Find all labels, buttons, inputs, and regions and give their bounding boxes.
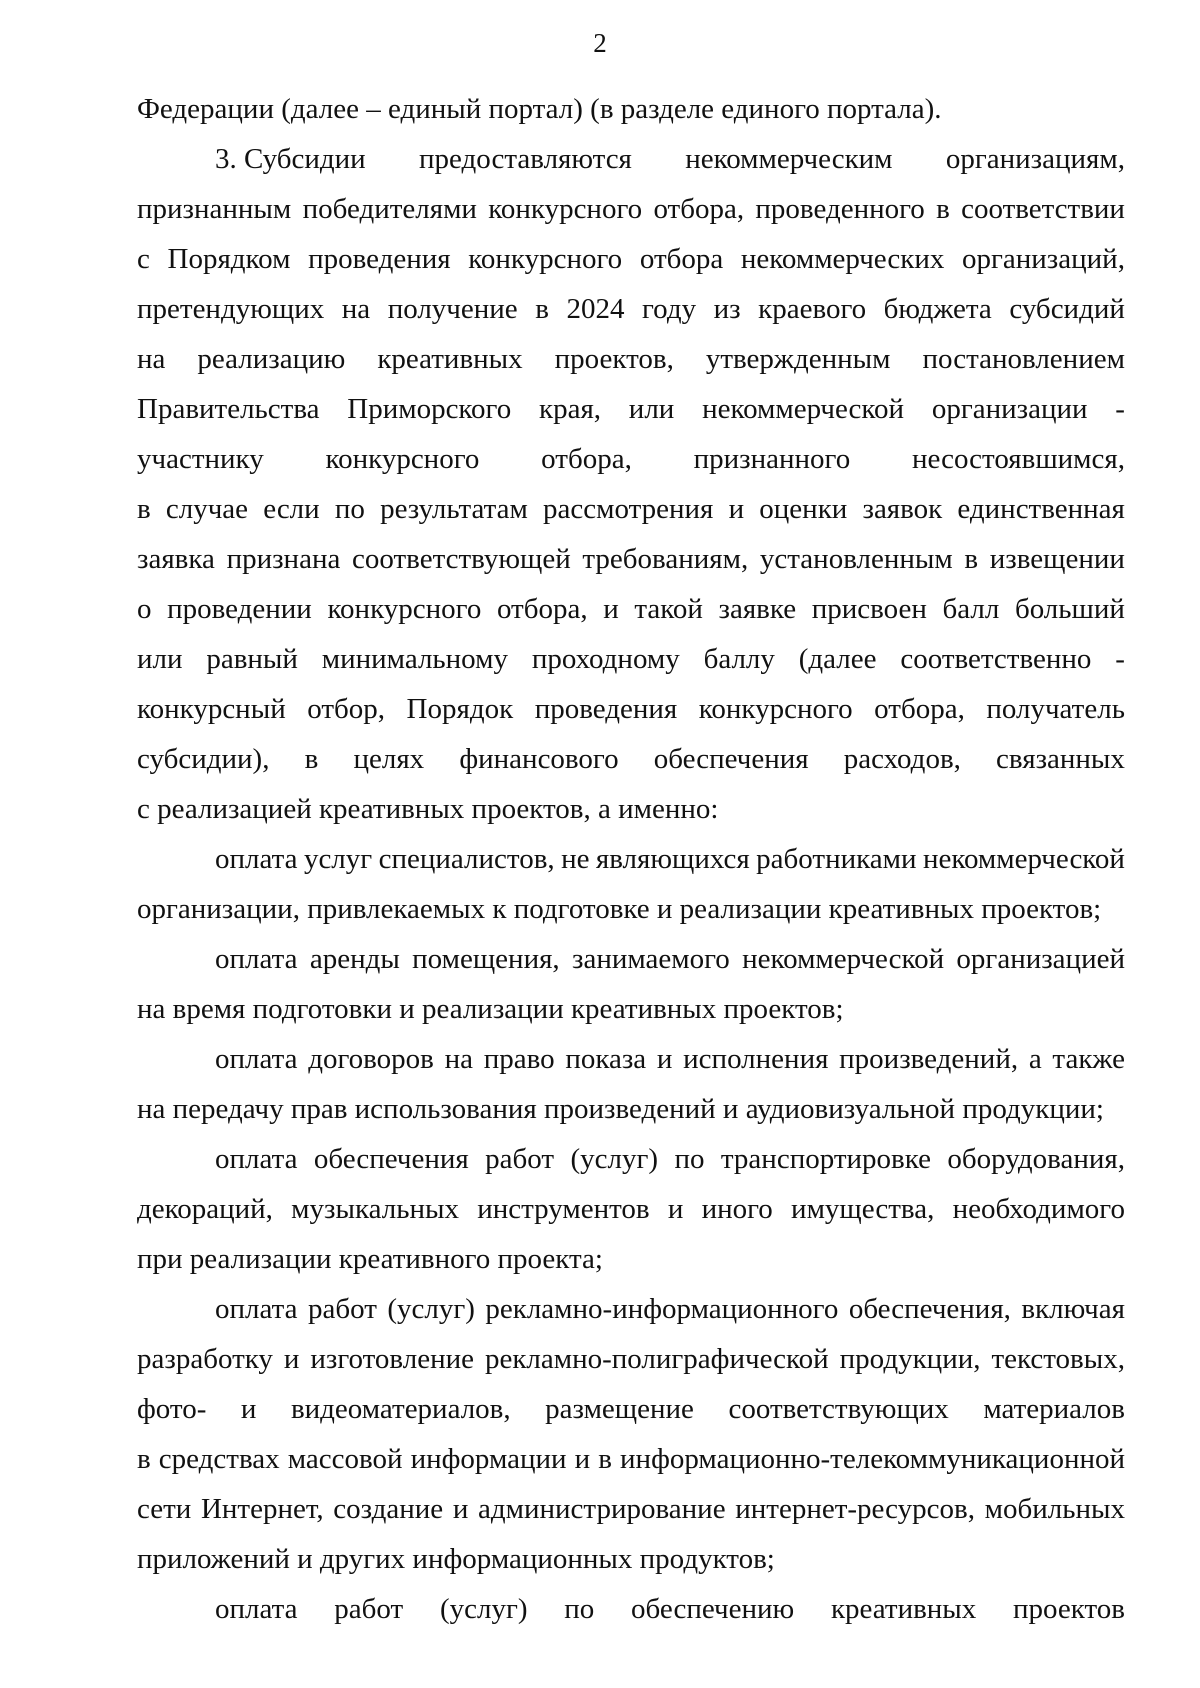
word: Порядок: [406, 693, 514, 725]
word: продукции,: [839, 1343, 981, 1375]
word: (услуг): [570, 1143, 659, 1175]
word: необходимого: [952, 1193, 1125, 1225]
word: проектов,: [554, 343, 674, 375]
word: и: [574, 1443, 591, 1475]
word: по: [564, 1593, 595, 1625]
text-line: [137, 484, 1125, 534]
word: Интернет,: [200, 1493, 324, 1525]
word: произведений,: [839, 1043, 1019, 1075]
word: постановлением: [922, 343, 1125, 375]
word: случае: [165, 493, 249, 525]
word: (услуг): [439, 1593, 528, 1625]
document-body: [137, 84, 1125, 1634]
word: услуг: [303, 843, 373, 875]
word: работ: [485, 1143, 555, 1175]
word: в: [137, 493, 151, 525]
word: проведении: [167, 593, 312, 625]
word: году: [641, 293, 697, 325]
word: оборудования,: [947, 1143, 1125, 1175]
word: минимальному: [321, 643, 508, 675]
word: оплата: [215, 1593, 298, 1625]
text-line: при реализации креативного проекта;: [137, 1243, 603, 1275]
word: и: [240, 1393, 257, 1425]
page-number: 2: [593, 28, 607, 58]
word: текстовых,: [991, 1343, 1125, 1375]
text-line: [137, 284, 1125, 334]
word: -: [1115, 643, 1125, 675]
word: присвоен: [811, 593, 927, 625]
word: интернет-ресурсов,: [735, 1493, 975, 1525]
word: заявок: [862, 493, 943, 525]
word: отбора: [639, 243, 724, 275]
word: оплата: [215, 843, 298, 875]
word: некоммерческим: [685, 143, 893, 175]
word: заявке: [718, 593, 797, 625]
word: конкурсного: [468, 243, 623, 275]
word: конкурсного: [325, 443, 480, 475]
word: и: [656, 1043, 673, 1075]
word: признанного: [693, 443, 851, 475]
word: и: [728, 493, 745, 525]
word: мобильных: [984, 1493, 1125, 1525]
word: организациям,: [945, 143, 1125, 175]
word: музыкальных: [291, 1193, 459, 1225]
word: и: [452, 1493, 469, 1525]
word: или: [137, 643, 183, 675]
word: соответствии: [961, 193, 1125, 225]
word: показа: [565, 1043, 647, 1075]
word: отбора,: [874, 693, 965, 725]
word: иного: [701, 1193, 773, 1225]
word: конкурсного: [698, 693, 853, 725]
word: конкурсный: [137, 693, 286, 725]
word: отбора,: [496, 593, 588, 625]
word: работниками: [756, 843, 917, 875]
word: оплата: [215, 1293, 298, 1325]
word: изготовление: [310, 1343, 474, 1375]
word: инструментов: [477, 1193, 650, 1225]
word: некоммерческой: [922, 843, 1125, 875]
word: в: [535, 293, 549, 325]
text-line: на передачу прав использования произведений и аудиовизуальной продукции;: [137, 1093, 1104, 1125]
word: имущества,: [791, 1193, 935, 1225]
text-line: [137, 734, 1125, 784]
word: признанным: [137, 193, 292, 225]
word: обеспечению: [631, 1593, 795, 1625]
word: обеспечения: [653, 743, 809, 775]
word: извещении: [989, 543, 1125, 575]
word: по: [334, 493, 365, 525]
word: информационно-телекоммуникационной: [620, 1443, 1125, 1475]
word: некоммерческой: [702, 393, 905, 425]
word: проектов: [1013, 1593, 1125, 1625]
word: разработку: [137, 1343, 273, 1375]
word: работ: [334, 1593, 404, 1625]
word: на: [137, 343, 166, 375]
word: включая: [1021, 1293, 1125, 1325]
word: Приморского: [347, 393, 512, 425]
word: в: [137, 1443, 151, 1475]
word: отбора,: [541, 443, 632, 475]
word: в: [598, 1443, 612, 1475]
word: организации: [931, 393, 1088, 425]
text-line: приложений и других информационных продуктов;: [137, 1543, 775, 1575]
text-line: [137, 1384, 1125, 1434]
word: в: [964, 543, 979, 575]
word: на: [444, 1043, 473, 1075]
word: право: [483, 1043, 555, 1075]
word: получатель: [986, 693, 1125, 725]
word: такой: [634, 593, 703, 625]
word: сети: [137, 1493, 192, 1525]
word: специалистов,: [378, 843, 555, 875]
word: оплата: [215, 943, 298, 975]
text-line: [137, 134, 1125, 184]
word: аренды: [309, 943, 400, 975]
text-line: [137, 684, 1125, 734]
word: создание: [333, 1493, 444, 1525]
word: балл: [942, 593, 1000, 625]
word: средствах: [158, 1443, 280, 1475]
word: организацией: [956, 943, 1125, 975]
word: информации: [410, 1443, 567, 1475]
word: Порядком: [167, 243, 291, 275]
word: несостоявшимся,: [911, 443, 1125, 475]
word: креативных: [830, 1593, 977, 1625]
word: креативных: [377, 343, 523, 375]
word: соответствующей: [352, 543, 571, 575]
word: 3. Субсидии: [215, 143, 366, 175]
word: соответственно: [900, 643, 1092, 675]
text-line: [137, 1134, 1125, 1184]
word: участнику: [137, 443, 264, 475]
word: являющихся: [595, 843, 750, 875]
word: требованиям,: [582, 543, 749, 575]
word: признана: [226, 543, 341, 575]
word: или: [628, 393, 675, 425]
text-line: [137, 1184, 1125, 1234]
word: также: [1052, 1043, 1125, 1075]
word: рекламно-информационного: [485, 1293, 839, 1325]
word: проведения: [308, 243, 451, 275]
word: исполнения: [683, 1043, 829, 1075]
word: договоров: [308, 1043, 434, 1075]
word: а: [1028, 1043, 1042, 1075]
word: 2024: [566, 293, 625, 325]
word: бюджета: [883, 293, 992, 325]
word: реализацию: [197, 343, 346, 375]
word: получение: [387, 293, 518, 325]
word: победителями: [302, 193, 477, 225]
word: установленным: [759, 543, 953, 575]
text-line: [137, 834, 1125, 884]
word: с: [137, 243, 150, 275]
word: целях: [353, 743, 425, 775]
word: по: [674, 1143, 705, 1175]
word: некоммерческих: [740, 243, 945, 275]
word: больший: [1014, 593, 1125, 625]
word: равный: [206, 643, 298, 675]
word: финансового: [459, 743, 619, 775]
word: краевого: [758, 293, 867, 325]
text-line: [137, 434, 1125, 484]
word: отбора,: [653, 193, 745, 225]
word: из: [713, 293, 741, 325]
text-line: [137, 1334, 1125, 1384]
word: рассмотрения: [543, 493, 714, 525]
word: некоммерческой: [742, 943, 945, 975]
text-line: [137, 934, 1125, 984]
text-line: [137, 1434, 1125, 1484]
word: края,: [538, 393, 602, 425]
word: единственная: [957, 493, 1125, 525]
text-line: [137, 384, 1125, 434]
word: конкурсного: [327, 593, 482, 625]
text-line: [137, 534, 1125, 584]
word: помещения,: [412, 943, 560, 975]
word: декораций,: [137, 1193, 273, 1225]
text-line: [137, 584, 1125, 634]
text-line: [137, 334, 1125, 384]
word: обеспечения: [313, 1143, 469, 1175]
word: проведения: [534, 693, 678, 725]
word: оплата: [215, 1043, 298, 1075]
text-line: [137, 1584, 1125, 1634]
word: организаций,: [962, 243, 1125, 275]
word: если: [263, 493, 320, 525]
word: -: [1115, 393, 1125, 425]
text-line: [137, 184, 1125, 234]
word: предоставляются: [419, 143, 632, 175]
word: и: [283, 1343, 300, 1375]
text-line: на время подготовки и реализации креативных проектов;: [137, 993, 844, 1025]
word: на: [341, 293, 371, 325]
word: массовой: [287, 1443, 403, 1475]
word: заявка: [137, 543, 215, 575]
word: в: [936, 193, 950, 225]
word: оплата: [215, 1143, 298, 1175]
word: проведенного: [755, 193, 925, 225]
word: результатам: [380, 493, 528, 525]
word: рекламно-полиграфической: [484, 1343, 829, 1375]
text-line: [137, 1034, 1125, 1084]
word: расходов,: [843, 743, 961, 775]
text-line: [137, 1484, 1125, 1534]
word: администрирование: [478, 1493, 726, 1525]
word: Правительства: [137, 393, 320, 425]
word: фото-: [137, 1393, 207, 1425]
word: утвержденным: [705, 343, 891, 375]
word: соответствующих: [728, 1393, 949, 1425]
word: претендующих: [137, 293, 325, 325]
word: (услуг): [387, 1293, 475, 1325]
text-line: [137, 634, 1125, 684]
word: материалов: [983, 1393, 1125, 1425]
word: обеспечения,: [848, 1293, 1011, 1325]
word: оценки: [759, 493, 848, 525]
text-line: Федерации (далее – единый портал) (в разделе единого портала).: [137, 93, 942, 125]
word: и: [667, 1193, 684, 1225]
word: отбор,: [307, 693, 386, 725]
word: о: [137, 593, 152, 625]
text-line: [137, 1284, 1125, 1334]
word: транспортировке: [720, 1143, 931, 1175]
word: конкурсного: [488, 193, 643, 225]
text-line: [137, 234, 1125, 284]
word: субсидий: [1009, 293, 1125, 325]
word: в: [304, 743, 319, 775]
word: и: [603, 593, 619, 625]
word: проходному: [531, 643, 680, 675]
word: связанных: [996, 743, 1125, 775]
word: работ: [307, 1293, 377, 1325]
word: видеоматериалов,: [290, 1393, 511, 1425]
word: размещение: [545, 1393, 694, 1425]
word: субсидии),: [137, 743, 270, 775]
word: (далее: [798, 643, 877, 675]
text-line: организации, привлекаемых к подготовке и реализации креативных проектов;: [137, 893, 1102, 925]
word: занимаемого: [572, 943, 730, 975]
text-line: с реализацией креативных проектов, а именно:: [137, 793, 719, 825]
word: баллу: [703, 643, 775, 675]
word: не: [561, 843, 590, 875]
